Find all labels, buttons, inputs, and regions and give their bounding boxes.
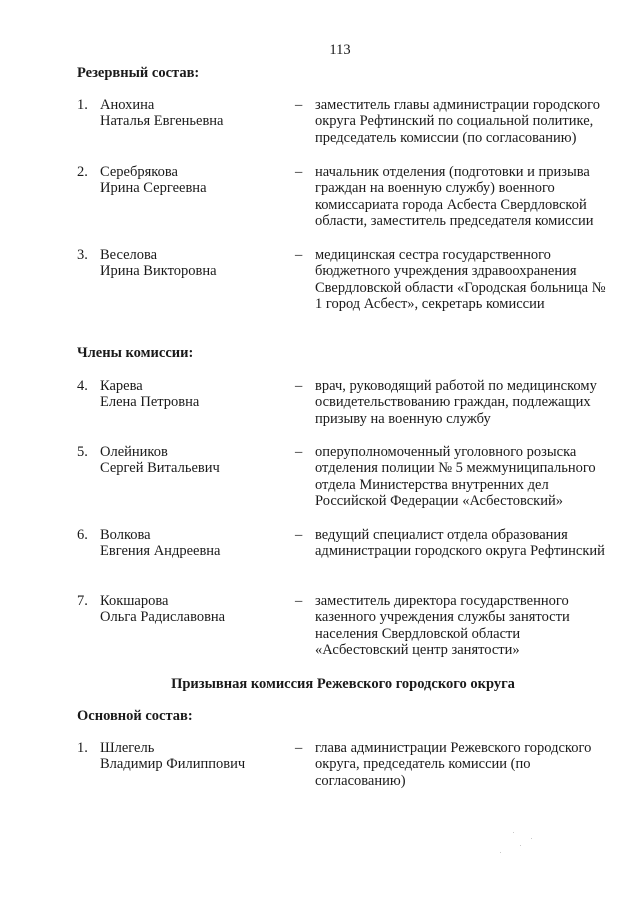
- dash-separator: –: [295, 247, 303, 263]
- person-given-names: Ольга Радиславовна: [100, 609, 226, 626]
- person-given-names: Ирина Сергеевна: [100, 180, 207, 197]
- dash-separator: –: [295, 527, 303, 543]
- person-given-names: Ирина Викторовна: [100, 263, 217, 280]
- person-surname: Шлегель: [100, 740, 155, 756]
- person-name: [100, 593, 290, 626]
- dash-separator: –: [295, 378, 303, 394]
- person-surname: Карева: [100, 378, 143, 394]
- dash-separator: –: [295, 444, 303, 460]
- person-surname: Волкова: [100, 527, 151, 543]
- person-role: заместитель директора государственного казенного учреждения службы занятости населения Свердловской области «Асбестовский центр занятости»: [315, 593, 570, 659]
- scan-speck: [531, 838, 532, 839]
- person-name: [100, 97, 290, 130]
- dash-separator: –: [295, 164, 303, 180]
- entry-number: 4.: [77, 378, 88, 394]
- scan-speck: [513, 832, 514, 833]
- person-name: [100, 164, 290, 197]
- person-name: [100, 740, 290, 773]
- person-role: начальник отделения (подготовки и призыва граждан на военную службу) военного комиссариата города Асбеста Свердловской области, заместитель председателя комиссии: [315, 164, 594, 230]
- dash-separator: –: [295, 97, 303, 113]
- person-name: [100, 378, 290, 411]
- person-given-names: Евгения Андреевна: [100, 543, 221, 560]
- person-given-names: Елена Петровна: [100, 394, 200, 411]
- person-surname: Кокшарова: [100, 593, 169, 609]
- entry-number: 2.: [77, 164, 88, 180]
- entry-number: 1.: [77, 97, 88, 113]
- person-surname: Анохина: [100, 97, 155, 113]
- person-role: оперуполномоченный уголовного розыска отделения полиции № 5 межмуниципального отдела Министерства внутренних дел Российской Федерации «Асбестовский»: [315, 444, 596, 510]
- person-role: заместитель главы администрации городского округа Рефтинский по социальной политике, председатель комиссии (по согласованию): [315, 97, 600, 146]
- dash-separator: –: [295, 740, 303, 756]
- person-role: врач, руководящий работой по медицинскому освидетельствованию граждан, подлежащих призыву на военную службу: [315, 378, 597, 427]
- commission-title: Призывная комиссия Режевского городского округа: [171, 676, 515, 692]
- person-role: глава администрации Режевского городского округа, председатель комиссии (по согласованию): [315, 740, 592, 789]
- main-composition-heading: Основной состав:: [77, 708, 193, 724]
- person-surname: Олейников: [100, 444, 168, 460]
- scan-speck: [500, 852, 501, 853]
- person-name: [100, 527, 290, 560]
- members-heading: Члены комиссии:: [77, 345, 194, 361]
- person-role: медицинская сестра государственного бюджетного учреждения здравоохранения Свердловской области «Городская больница № 1 город Асбест», секретарь комиссии: [315, 247, 606, 313]
- person-given-names: Сергей Витальевич: [100, 460, 220, 477]
- entry-number: 5.: [77, 444, 88, 460]
- person-surname: Веселова: [100, 247, 158, 263]
- entry-number: 7.: [77, 593, 88, 609]
- person-name: [100, 444, 290, 477]
- dash-separator: –: [295, 593, 303, 609]
- entry-number: 1.: [77, 740, 88, 756]
- entry-number: 6.: [77, 527, 88, 543]
- person-given-names: Владимир Филиппович: [100, 756, 246, 773]
- person-name: [100, 247, 290, 280]
- page-number: 113: [329, 42, 351, 58]
- reserve-heading: Резервный состав:: [77, 65, 200, 81]
- person-surname: Серебрякова: [100, 164, 178, 180]
- person-given-names: Наталья Евгеньевна: [100, 113, 224, 130]
- scan-speck: [520, 845, 521, 846]
- entry-number: 3.: [77, 247, 88, 263]
- person-role: ведущий специалист отдела образования администрации городского округа Рефтинский: [315, 527, 605, 560]
